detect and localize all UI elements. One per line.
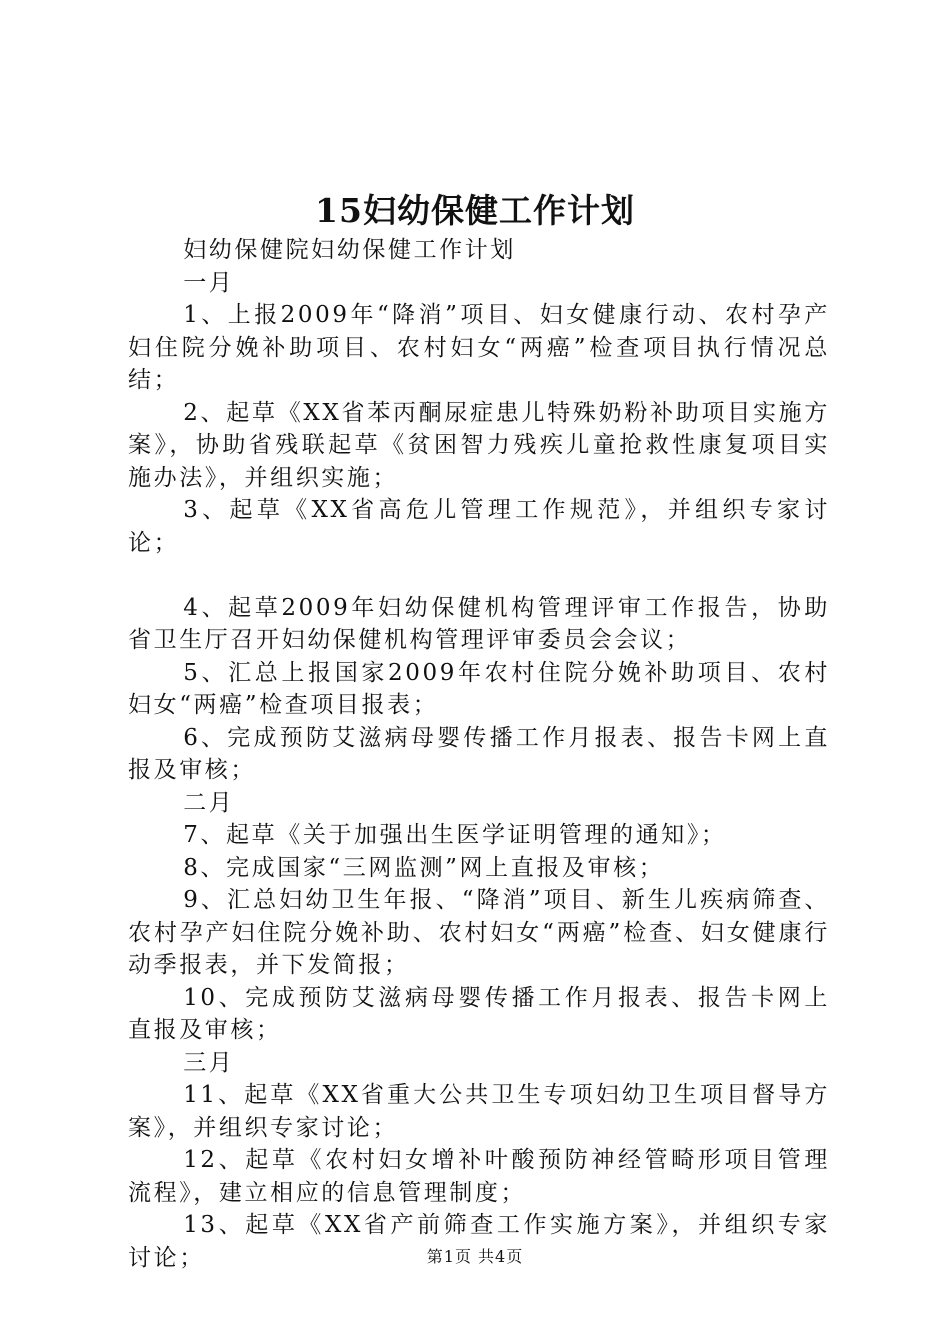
paragraph: 3、起草《XX省高危儿管理工作规范》，并组织专家讨论； (128, 497, 830, 556)
month-heading: 一月 (183, 269, 235, 296)
month-heading: 三月 (183, 1049, 235, 1076)
paragraph: 7、起草《关于加强出生医学证明管理的通知》； (183, 822, 727, 848)
document-body (128, 234, 830, 1274)
paragraph: 10、完成预防艾滋病母婴传播工作月报表、报告卡网上直报及审核； (128, 984, 830, 1043)
paragraph: 2、起草《XX省苯丙酮尿症患儿特殊奶粉补助项目实施方案》，协助省残联起草《贫困智力残疾儿童抢救性康复项目实施办法》，并组织实施； (128, 399, 830, 491)
paragraph: 6、完成预防艾滋病母婴传播工作月报表、报告卡网上直报及审核； (128, 724, 830, 783)
paragraph: 8、完成国家“三网监测”网上直报及审核； (183, 854, 665, 881)
month-heading: 二月 (183, 789, 235, 816)
paragraph: 妇幼保健院妇幼保健工作计划 (183, 237, 516, 263)
paragraph: 1、上报2009年“降消”项目、妇女健康行动、农村孕产妇住院分娩补助项目、农村妇女“两癌”检查项目执行情况总结； (128, 302, 830, 393)
page-number-footer: 第1页 共4页 (426, 1247, 524, 1266)
paragraph: 12、起草《农村妇女增补叶酸预防神经管畸形项目管理流程》，建立相应的信息管理制度； (128, 1147, 830, 1206)
paragraph: 9、汇总妇幼卫生年报、“降消”项目、新生儿疾病筛查、农村孕产妇住院分娩补助、农村妇女“两癌”检查、妇女健康行动季报表，并下发简报； (128, 887, 830, 978)
paragraph: 11、起草《XX省重大公共卫生专项妇幼卫生项目督导方案》，并组织专家讨论； (128, 1082, 830, 1141)
paragraph: 5、汇总上报国家2009年农村住院分娩补助项目、农村妇女“两癌”检查项目报表； (128, 659, 830, 718)
paragraph: 13、起草《XX省产前筛查工作实施方案》，并组织专家讨论； (128, 1212, 830, 1271)
document-title: 15妇幼保健工作计划 (315, 191, 635, 230)
paragraph: 4、起草2009年妇幼保健机构管理评审工作报告，协助省卫生厅召开妇幼保健机构管理评审委员会会议； (128, 594, 830, 653)
